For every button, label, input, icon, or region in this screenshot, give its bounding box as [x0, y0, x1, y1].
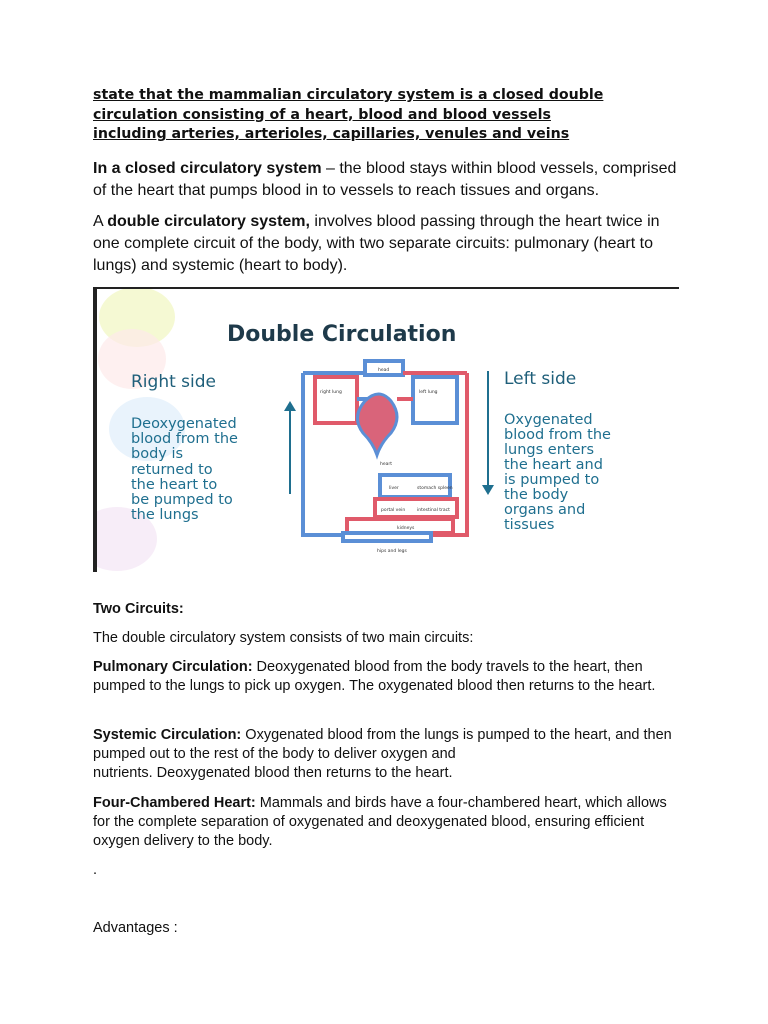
left-side-description	[504, 412, 611, 533]
right-side-line: the lungs	[131, 506, 199, 523]
advantages-label: Advantages :	[93, 920, 178, 936]
systemic-paragraph	[93, 726, 678, 783]
heading-line-2: circulation consisting of a heart, blood and blood vessels	[93, 106, 551, 123]
four-chambered-paragraph	[93, 794, 678, 851]
left-side-line: the body	[504, 486, 569, 503]
pulmonary-paragraph	[93, 658, 678, 696]
pulmonary-term: Pulmonary Circulation:	[93, 659, 253, 675]
systemic-text-2: nutrients. Deoxygenated blood then returns to the heart.	[93, 765, 453, 781]
left-side-label: Left side	[504, 368, 577, 389]
right-side-description	[131, 416, 238, 523]
right-side-label: Right side	[131, 371, 216, 392]
heading-line-3: including arteries, arterioles, capillaries, venules and veins	[93, 126, 570, 142]
double-system-text: involves blood passing through the heart twice in one complete circuit of the body, with two separate circuits: pulmonary (heart to lungs) and systemic (heart to body).	[93, 212, 660, 274]
right-side-line: be pumped to	[131, 491, 233, 508]
down-arrow-icon	[482, 371, 494, 495]
left-side-line: the heart and	[504, 456, 603, 473]
left-lung-loop	[413, 377, 457, 423]
right-side-line: the heart to	[131, 476, 218, 493]
pulmonary-text: Deoxygenated blood from the body travels to the heart, then pumped to the lungs to pick up oxygen. The oxygenated blood then returns to the heart.	[93, 659, 656, 694]
heading-line-1: state that the mammalian circulatory system is a closed double	[93, 87, 604, 103]
heart-label: heart	[380, 461, 392, 467]
left-side-line: is pumped to	[504, 471, 600, 488]
double-circulation-diagram	[97, 289, 679, 572]
document-page	[93, 86, 678, 572]
right-lung-label: right lung	[320, 389, 342, 395]
left-side-line: blood from the	[504, 426, 611, 443]
left-side-line: organs and	[504, 501, 586, 518]
left-side-line: lungs enters	[504, 441, 595, 458]
figure-title: Double Circulation	[227, 321, 457, 347]
closed-system-paragraph	[93, 158, 678, 202]
four-chambered-text: Mammals and birds have a four-chambered heart, which allows for the complete separation of oxygenated and deoxygenated blood, ensuring efficient oxygen delivery to the body.	[93, 795, 667, 849]
up-arrow-icon	[284, 401, 296, 494]
right-side-line: returned to	[131, 461, 213, 478]
heart-shape	[357, 394, 397, 455]
objective-heading	[93, 86, 678, 145]
double-system-prefix: A	[93, 212, 108, 230]
hips-legs-label: hips and legs	[377, 548, 407, 554]
left-side-line: Oxygenated	[504, 411, 593, 428]
head-label: head	[378, 367, 390, 373]
stray-dot: .	[93, 862, 98, 878]
two-circuits-intro: The double circulatory system consists of two main circuits:	[93, 630, 474, 646]
double-system-paragraph	[93, 211, 678, 277]
systemic-text-1: Oxygenated blood from the lungs is pumped to the heart, and then pumped out to the rest of the body to deliver oxygen and	[93, 727, 672, 762]
intestinal-tract-label: intestinal tract	[417, 507, 450, 513]
four-chambered-term: Four-Chambered Heart:	[93, 795, 256, 811]
systemic-term: Systemic Circulation:	[93, 727, 242, 743]
right-side-line: Deoxygenated	[131, 415, 237, 432]
kidneys-label: kidneys	[397, 525, 415, 531]
liver-label: liver	[389, 485, 399, 491]
right-lung-loop	[315, 377, 357, 423]
right-side-line: body is	[131, 445, 184, 462]
portal-vein-label: portal vein	[381, 507, 406, 513]
closed-system-text: – the blood stays within blood vessels, comprised of the heart that pumps blood in to vessels to reach tissues and organs.	[93, 159, 677, 199]
stomach-spleen-label: stomach spleen	[417, 485, 453, 491]
left-lung-label: left lung	[419, 389, 438, 395]
two-circuits-title: Two Circuits:	[93, 601, 184, 617]
right-side-line: blood from the	[131, 430, 238, 447]
double-system-term: double circulatory system,	[107, 212, 310, 230]
hips-legs-loop	[343, 533, 431, 541]
double-circulation-figure	[93, 287, 679, 572]
left-side-line: tissues	[504, 516, 555, 533]
circulation-schematic	[303, 361, 467, 541]
closed-system-term: In a closed circulatory system	[93, 159, 322, 177]
